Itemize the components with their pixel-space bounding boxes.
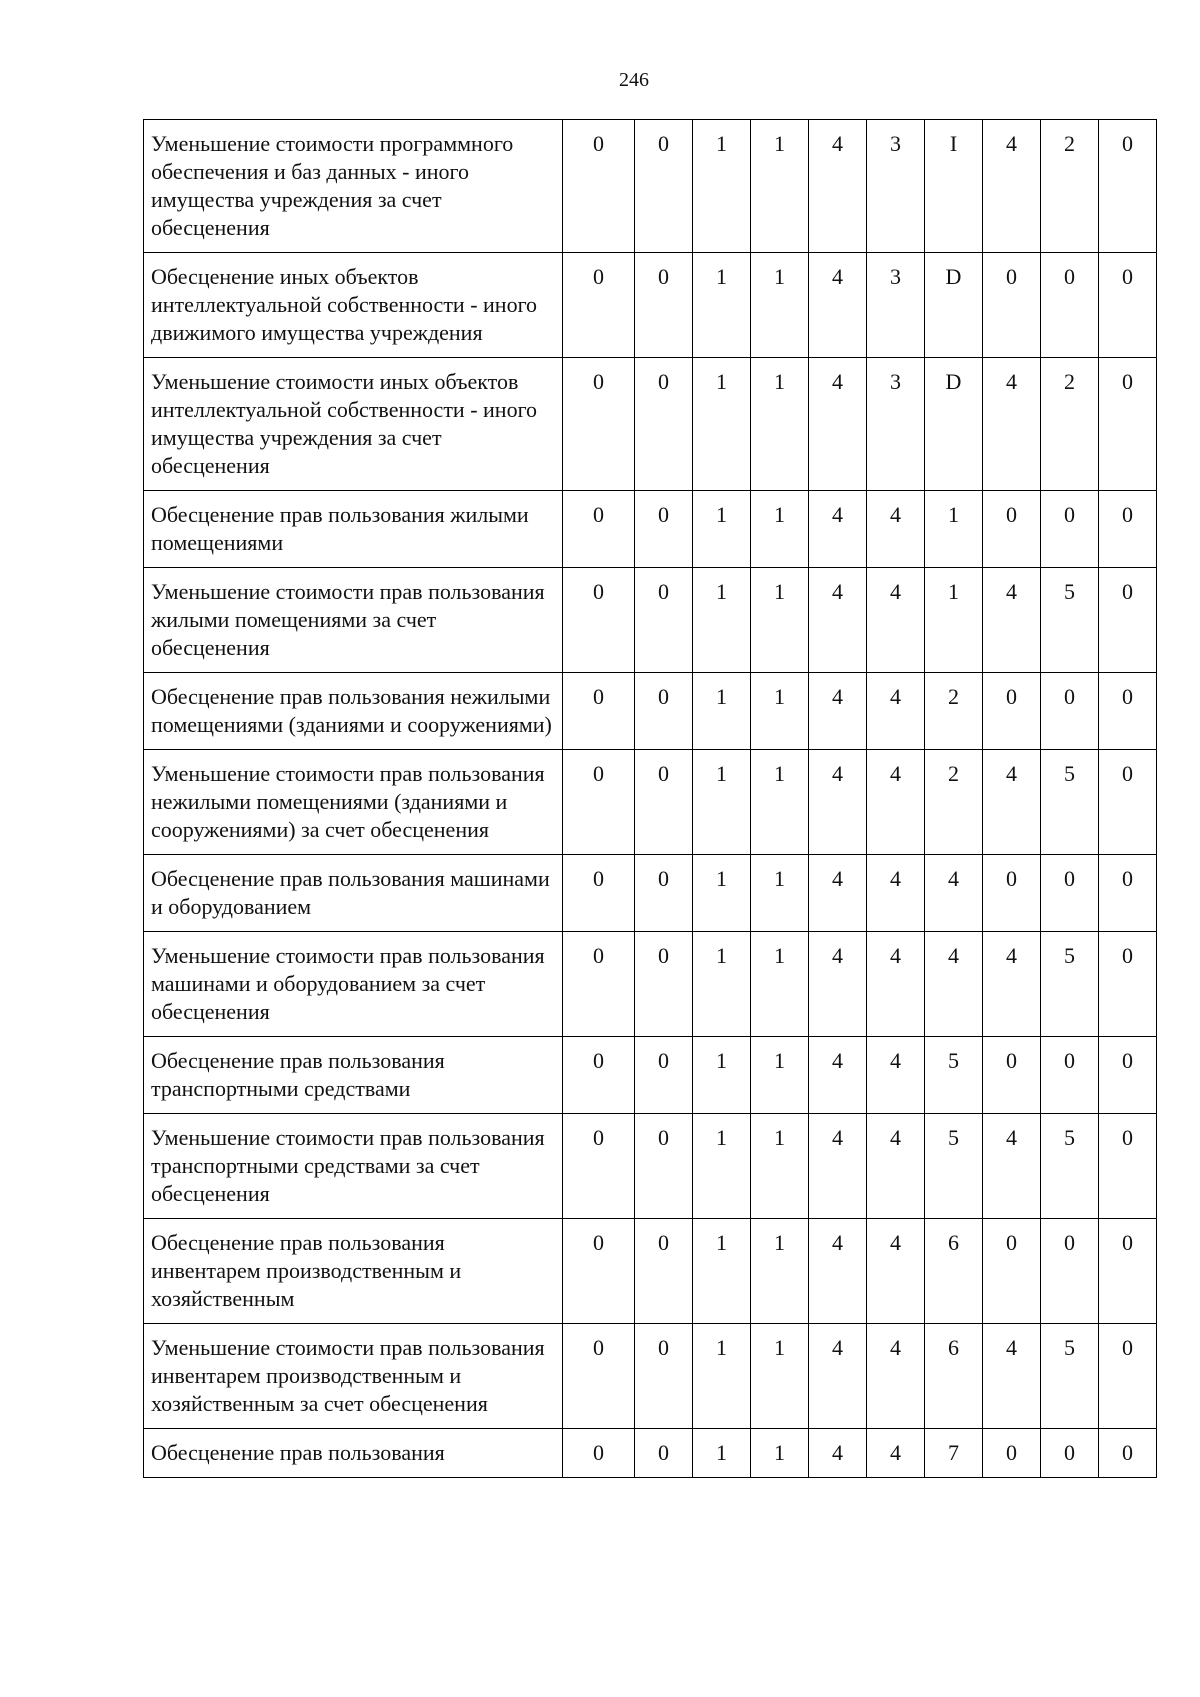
account-code-digit: 0 [563,120,635,253]
account-code-digit: 4 [809,932,867,1037]
account-code-digit: 5 [1041,568,1099,673]
account-code-digit: 0 [1099,568,1157,673]
account-code-digit: 0 [983,491,1041,568]
account-code-digit: 2 [925,673,983,750]
account-code-digit: 0 [563,491,635,568]
account-code-digit: 0 [563,750,635,855]
account-code-digit: 4 [983,1324,1041,1429]
account-description: Обесценение иных объектов интеллектуальной собственности - иного движимого имущества учреждения [144,253,563,358]
account-code-digit: 1 [693,253,751,358]
account-code-digit: 1 [925,491,983,568]
account-code-digit: 0 [635,932,693,1037]
account-code-digit: 0 [983,1429,1041,1478]
account-code-digit: 0 [1099,358,1157,491]
table-row [144,855,1157,932]
account-code-digit: 4 [867,750,925,855]
table-row [144,1324,1157,1429]
account-code-digit: 0 [635,120,693,253]
account-code-digit: 5 [925,1037,983,1114]
account-code-digit: 0 [563,932,635,1037]
account-code-digit: 0 [563,1037,635,1114]
account-code-digit: 4 [809,855,867,932]
account-code-digit: 0 [983,673,1041,750]
account-code-digit: 0 [1041,491,1099,568]
account-code-digit: 1 [751,855,809,932]
account-code-digit: 3 [867,358,925,491]
account-code-digit: 1 [751,1324,809,1429]
account-code-digit: 1 [693,750,751,855]
account-code-digit: 1 [693,358,751,491]
account-code-digit: 4 [867,1114,925,1219]
account-code-digit: 4 [809,1324,867,1429]
account-code-digit: 1 [693,932,751,1037]
account-code-digit: 0 [983,1219,1041,1324]
account-code-digit: 5 [1041,932,1099,1037]
account-code-digit: 0 [635,1429,693,1478]
account-code-digit: 0 [635,253,693,358]
account-code-digit: 1 [693,120,751,253]
account-code-digit: 4 [867,1037,925,1114]
account-code-digit: 0 [1099,932,1157,1037]
table-row [144,673,1157,750]
account-code-digit: 7 [925,1429,983,1478]
account-code-digit: 0 [1041,673,1099,750]
account-code-digit: 1 [693,1324,751,1429]
account-code-digit: 0 [1099,855,1157,932]
account-code-digit: 0 [1041,1219,1099,1324]
account-code-digit: 1 [751,932,809,1037]
account-code-digit: 0 [563,1324,635,1429]
account-code-digit: 0 [563,1429,635,1478]
account-code-digit: 6 [925,1219,983,1324]
page-number: 246 [619,69,649,91]
account-code-digit: 4 [983,1114,1041,1219]
account-code-digit: 4 [867,1429,925,1478]
account-description: Обесценение прав пользования нежилыми помещениями (зданиями и сооружениями) [144,673,563,750]
account-code-digit: 0 [635,358,693,491]
account-code-digit: 0 [563,253,635,358]
account-code-digit: 0 [1099,750,1157,855]
account-code-digit: 4 [809,1037,867,1114]
table-row [144,1114,1157,1219]
account-code-digit: 0 [1041,1037,1099,1114]
account-code-digit: 4 [809,253,867,358]
account-code-digit: 0 [563,1219,635,1324]
account-code-digit: 3 [867,253,925,358]
account-code-digit: 0 [1099,1219,1157,1324]
account-code-digit: 4 [809,1219,867,1324]
account-code-digit: 1 [693,1219,751,1324]
account-code-digit: 1 [751,1037,809,1114]
account-description: Уменьшение стоимости программного обеспечения и баз данных - иного имущества учреждения за счет обесценения [144,120,563,253]
account-code-digit: 1 [751,568,809,673]
account-description: Уменьшение стоимости прав пользования жилыми помещениями за счет обесценения [144,568,563,673]
account-code-digit: 1 [693,491,751,568]
account-code-digit: I [925,120,983,253]
account-code-digit: 0 [1099,491,1157,568]
account-code-digit: 0 [563,358,635,491]
account-code-digit: 0 [635,568,693,673]
account-code-digit: 0 [983,1037,1041,1114]
account-description: Уменьшение стоимости прав пользования нежилыми помещениями (зданиями и сооружениями) за счет обесценения [144,750,563,855]
account-code-digit: 0 [635,750,693,855]
account-description: Уменьшение стоимости иных объектов интеллектуальной собственности - иного имущества учреждения за счет обесценения [144,358,563,491]
account-description: Обесценение прав пользования [144,1429,563,1478]
account-code-digit: 3 [867,120,925,253]
account-code-digit: 1 [751,491,809,568]
account-description: Обесценение прав пользования машинами и оборудованием [144,855,563,932]
account-code-digit: 0 [563,568,635,673]
account-code-digit: 1 [693,855,751,932]
account-code-digit: 2 [925,750,983,855]
account-code-digit: 4 [983,358,1041,491]
account-code-digit: 0 [563,855,635,932]
account-code-digit: 0 [635,1324,693,1429]
account-code-digit: 0 [1099,253,1157,358]
account-code-digit: 0 [1041,855,1099,932]
account-description: Обесценение прав пользования жилыми помещениями [144,491,563,568]
account-code-digit: 4 [867,932,925,1037]
account-code-digit: 4 [809,1114,867,1219]
account-code-digit: 0 [1099,1114,1157,1219]
account-code-digit: 4 [867,568,925,673]
account-description: Уменьшение стоимости прав пользования инвентарем производственным и хозяйственным за счет обесценения [144,1324,563,1429]
account-code-digit: 1 [751,1114,809,1219]
account-code-digit: 4 [925,932,983,1037]
account-code-digit: 0 [635,1114,693,1219]
table-body [144,120,1157,1478]
account-code-digit: 1 [751,673,809,750]
account-code-digit: 4 [867,673,925,750]
account-code-digit: 1 [693,1429,751,1478]
account-code-digit: 0 [1041,1429,1099,1478]
account-code-digit: D [925,358,983,491]
account-code-digit: 6 [925,1324,983,1429]
account-code-digit: 0 [635,855,693,932]
account-code-digit: 4 [925,855,983,932]
account-code-digit: D [925,253,983,358]
account-code-digit: 1 [751,1429,809,1478]
account-description: Обесценение прав пользования транспортными средствами [144,1037,563,1114]
account-code-digit: 1 [693,568,751,673]
account-code-digit: 4 [867,855,925,932]
account-code-digit: 0 [635,673,693,750]
table-row [144,491,1157,568]
account-code-digit: 1 [751,750,809,855]
account-code-digit: 0 [983,855,1041,932]
account-code-digit: 1 [693,673,751,750]
account-code-digit: 4 [867,1324,925,1429]
account-code-digit: 4 [983,568,1041,673]
table-row [144,358,1157,491]
account-code-digit: 5 [1041,1114,1099,1219]
account-codes-table [143,119,1157,1478]
account-code-digit: 5 [925,1114,983,1219]
account-code-digit: 4 [983,120,1041,253]
account-code-digit: 0 [1099,120,1157,253]
account-code-digit: 0 [635,1219,693,1324]
account-code-digit: 4 [809,120,867,253]
table-row [144,1037,1157,1114]
account-code-digit: 5 [1041,750,1099,855]
account-code-digit: 4 [867,1219,925,1324]
account-code-digit: 1 [751,253,809,358]
account-description: Обесценение прав пользования инвентарем производственным и хозяйственным [144,1219,563,1324]
account-code-digit: 4 [809,491,867,568]
table-row [144,120,1157,253]
account-code-digit: 4 [809,568,867,673]
account-code-digit: 4 [983,932,1041,1037]
account-code-digit: 0 [1099,673,1157,750]
account-code-digit: 4 [809,1429,867,1478]
account-code-digit: 0 [1099,1429,1157,1478]
account-code-digit: 0 [635,491,693,568]
account-code-digit: 2 [1041,120,1099,253]
account-code-digit: 4 [809,673,867,750]
account-code-digit: 0 [983,253,1041,358]
account-description: Уменьшение стоимости прав пользования транспортными средствами за счет обесценения [144,1114,563,1219]
account-code-digit: 4 [809,358,867,491]
table-row [144,932,1157,1037]
account-code-digit: 1 [693,1114,751,1219]
account-code-digit: 0 [635,1037,693,1114]
account-code-digit: 1 [751,120,809,253]
account-code-digit: 5 [1041,1324,1099,1429]
table-row [144,253,1157,358]
account-code-digit: 1 [751,358,809,491]
account-code-digit: 0 [563,673,635,750]
account-code-digit: 4 [809,750,867,855]
account-code-digit: 0 [1041,253,1099,358]
account-description: Уменьшение стоимости прав пользования машинами и оборудованием за счет обесценения [144,932,563,1037]
account-code-digit: 0 [563,1114,635,1219]
account-code-digit: 0 [1099,1037,1157,1114]
account-code-digit: 4 [867,491,925,568]
table-row [144,1429,1157,1478]
account-code-digit: 1 [693,1037,751,1114]
account-code-digit: 0 [1099,1324,1157,1429]
account-code-digit: 2 [1041,358,1099,491]
account-code-digit: 4 [983,750,1041,855]
account-code-digit: 1 [751,1219,809,1324]
account-code-digit: 1 [925,568,983,673]
table-row [144,1219,1157,1324]
table-row [144,750,1157,855]
table-row [144,568,1157,673]
